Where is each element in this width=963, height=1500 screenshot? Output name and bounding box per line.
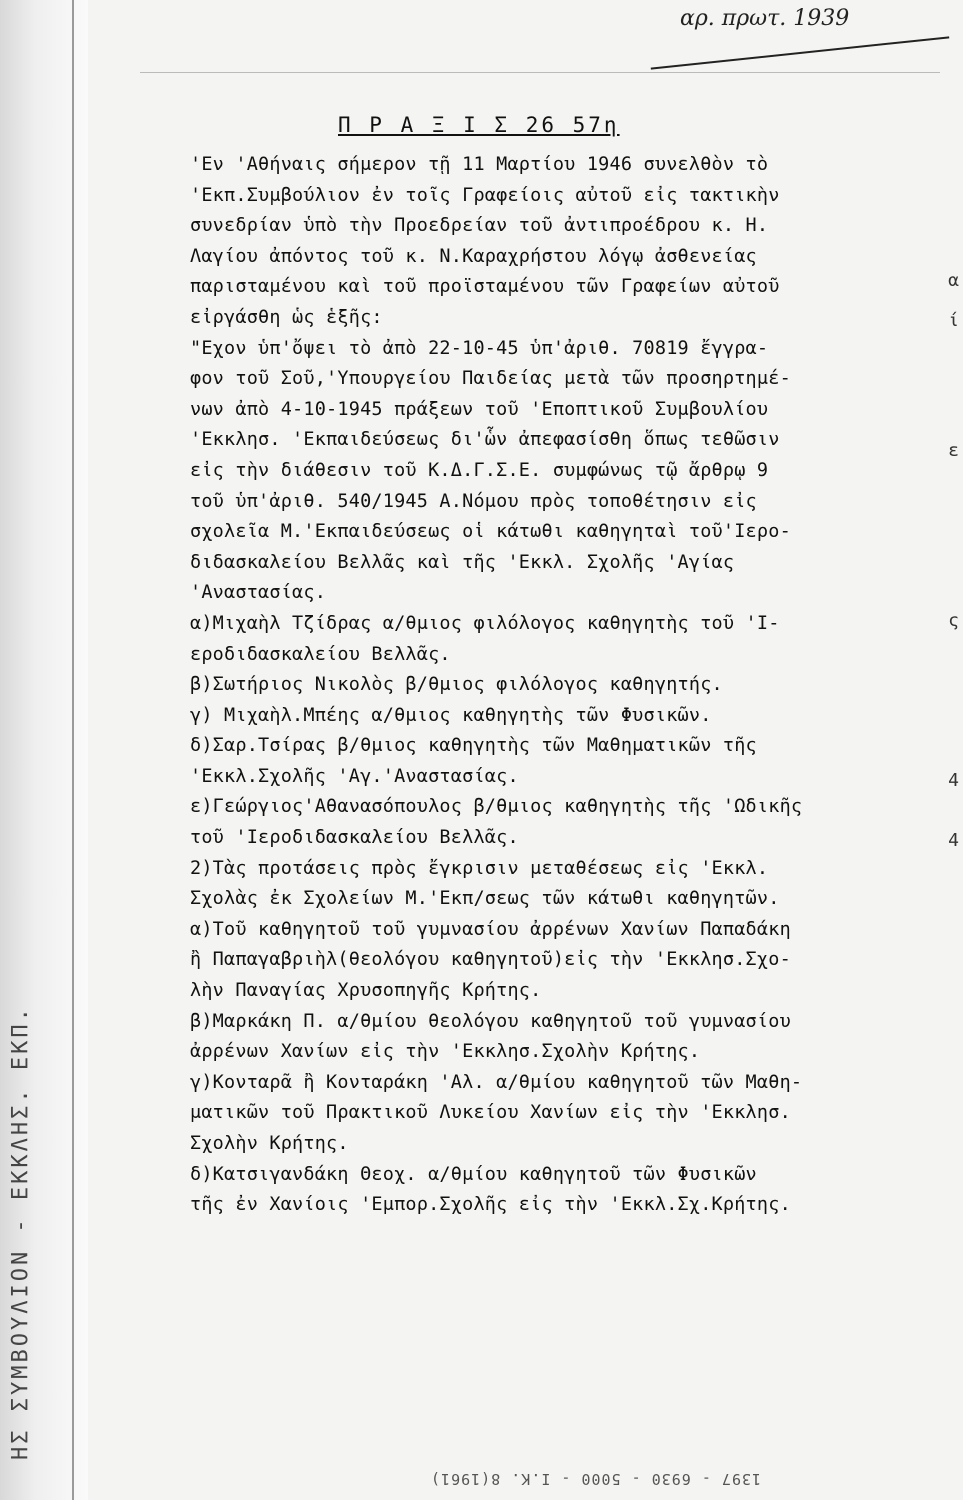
text-line: δ)Σαρ.Τσίρας β/θμιος καθηγητὴς τῶν Μαθηματικῶν τῆς	[190, 735, 757, 757]
binding-fold	[72, 0, 74, 1500]
text-line: γ)Κονταρᾶ ἢ Κονταράκη 'Αλ. α/θμίου καθηγητοῦ τῶν Μαθη-	[190, 1071, 803, 1093]
text-line: φον τοῦ Σοῦ,'Υπουργείου Παιδείας μετὰ τῶν προσηρτημέ-	[190, 368, 791, 390]
text-line: συνεδρίαν ὑπὸ τὴν Προεδρείαν τοῦ ἀντιπροέδρου κ. Η.	[190, 215, 769, 237]
text-line: 'Εκπ.Συμβούλιον ἐν τοῖς Γραφείοις αὐτοῦ εἰς τακτικὴν	[190, 184, 780, 206]
text-line: εροδιδασκαλείου Βελλᾶς.	[190, 643, 451, 665]
text-line: α)Τοῦ καθηγητοῦ τοῦ γυμνασίου ἀρρένων Χανίων Παπαδάκη	[190, 918, 791, 940]
text-line: 2)Τὰς προτάσεις πρὸς ἔγκρισιν μεταθέσεως εἰς 'Εκκλ.	[190, 857, 769, 879]
text-line: α)Μιχαὴλ Τζίδρας α/θμιος φιλόλογος καθηγητὴς τοῦ 'Ι-	[190, 612, 780, 634]
text-line: Λαγίου ἀπόντος τοῦ κ. Ν.Καραχρήστου λόγῳ ἀσθενείας	[190, 245, 757, 267]
text-line: ἢ Παπαγαβριὴλ(θεολόγου καθηγητοῦ)εἰς τὴν 'Εκκλησ.Σχο-	[190, 949, 791, 971]
edge-mark: ί	[948, 310, 959, 331]
spine-stamp: ΗΣ ΣΥΜΒΟΥΛΙΟΝ - ΕΚΚΛΗΣ. ΕΚΠ.	[8, 1005, 33, 1460]
text-line: "Εχον ὑπ'ὄψει τὸ ἀπὸ 22-10-45 ὑπ'ἀριθ. 70819 ἔγγρα-	[190, 337, 769, 359]
text-line: τοῦ 'Ιεροδιδασκαλείου Βελλᾶς.	[190, 827, 519, 849]
header-rule	[140, 72, 940, 73]
text-line: τοῦ ὑπ'ἀριθ. 540/1945 Α.Νόμου πρὸς τοποθέτησιν εἰς	[190, 490, 757, 512]
printer-footer: 1397 - 6930 - 5000 - Ι.Κ. 8(1961)	[430, 1470, 762, 1488]
handwritten-stroke	[651, 36, 950, 69]
edge-mark: 4	[948, 770, 959, 791]
text-line: ματικῶν τοῦ Πρακτικοῦ Λυκείου Χανίων εἰς τὴν 'Εκκλησ.	[190, 1102, 791, 1124]
text-line: λὴν Παναγίας Χρυσοπηγῆς Κρήτης.	[190, 980, 542, 1002]
text-line: σχολεῖα Μ.'Εκπαιδεύσεως οἱ κάτωθι καθηγηταὶ τοῦ'Ιερο-	[190, 521, 791, 543]
text-line: 'Εκκλ.Σχολῆς 'Αγ.'Αναστασίας.	[190, 765, 519, 787]
text-line: ε)Γεώργιος'Αθανασόπουλος β/θμιος καθηγητὴς τῆς 'Ωδικῆς	[190, 796, 803, 818]
text-line: Σχολὰς ἐκ Σχολείων Μ.'Εκπ/σεως τῶν κάτωθι καθηγητῶν.	[190, 888, 780, 910]
text-line: 'Εκκλησ. 'Εκπαιδεύσεως δι'ὧν ἀπεφασίσθη ὅπως τεθῶσιν	[190, 429, 780, 451]
text-line: εἰς τὴν διάθεσιν τοῦ Κ.Δ.Γ.Σ.Ε. συμφώνως τῷ ἄρθρῳ 9	[190, 459, 769, 481]
edge-mark: ς	[948, 610, 959, 631]
text-line: 'Αναστασίας.	[190, 582, 327, 604]
text-line: νων ἀπὸ 4-10-1945 πράξεων τοῦ 'Εποπτικοῦ Συμβουλίου	[190, 398, 769, 420]
text-line: γ) Μιχαὴλ.Μπέης α/θμιος καθηγητὴς τῶν Φυσικῶν.	[190, 704, 712, 726]
text-line: εἰργάσθη ὡς ἑξῆς:	[190, 306, 383, 328]
document-title: Π Ρ Α Ξ Ι Σ 26 57η	[338, 113, 620, 137]
edge-mark: ε	[948, 440, 959, 461]
document-body	[190, 150, 920, 1221]
text-line: ἀρρένων Χανίων εἰς τὴν 'Εκκλησ.Σχολὴν Κρήτης.	[190, 1041, 701, 1063]
text-line: β)Σωτήριος Νικολὸς β/θμιος φιλόλογος καθηγητής.	[190, 674, 723, 696]
edge-mark: 4	[948, 830, 959, 851]
text-line: τῆς ἐν Χανίοις 'Εμπορ.Σχολῆς εἰς τὴν 'Εκκλ.Σχ.Κρήτης.	[190, 1194, 791, 1216]
text-line: δ)Κατσιγανδάκη Θεοχ. α/θμίου καθηγητοῦ τῶν Φυσικῶν	[190, 1163, 757, 1185]
text-line: β)Μαρκάκη Π. α/θμίου θεολόγου καθηγητοῦ τοῦ γυμνασίου	[190, 1010, 791, 1032]
text-line: Σχολὴν Κρήτης.	[190, 1133, 349, 1154]
text-line: 'Εν 'Αθήναις σήμερον τῇ 11 Μαρτίου 1946 συνελθὸν τὸ	[190, 154, 769, 175]
edge-mark: α	[948, 270, 959, 291]
text-line: διδασκαλείου Βελλᾶς καὶ τῆς 'Εκκλ. Σχολῆς 'Αγίας	[190, 551, 735, 573]
text-line: παρισταμένου καὶ τοῦ προϊσταμένου τῶν Γραφείων αὐτοῦ	[190, 276, 780, 298]
handwritten-margin-note: αρ. πρωτ. 1939	[680, 6, 850, 31]
